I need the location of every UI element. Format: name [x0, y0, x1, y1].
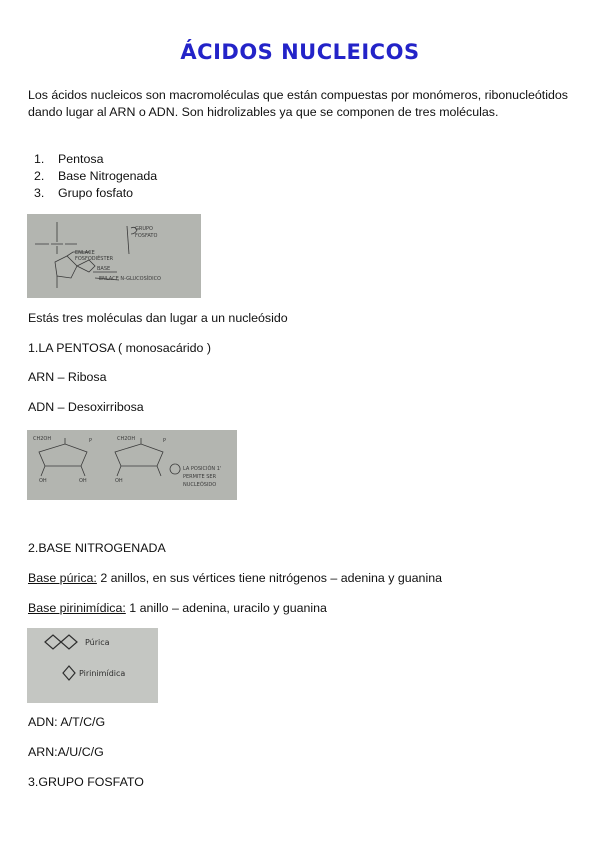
- pentose-sketch-drawing: [27, 430, 237, 500]
- svg-text:CH2OH: CH2OH: [117, 436, 136, 442]
- page-title: ÁCIDOS NUCLEICOS: [180, 40, 420, 64]
- purica-text: 2 anillos, en sus vértices tiene nitrógenos – adenina y guanina: [96, 571, 442, 585]
- list-item: [28, 185, 157, 202]
- svg-text:LA POSICIÓN 1': LA POSICIÓN 1': [183, 466, 222, 472]
- svg-text:P: P: [89, 438, 93, 444]
- components-list: [28, 151, 157, 202]
- section1-heading: 1.LA PENTOSA ( monosacárido ): [28, 341, 211, 355]
- nucleotide-sketch-drawing: [27, 214, 201, 298]
- bases-sketch-photo: [27, 628, 158, 703]
- purica-term: Base púrica:: [28, 571, 97, 585]
- bases-sketch-drawing: [27, 628, 158, 703]
- list-item: [28, 168, 157, 185]
- pirimidica-line: [28, 600, 327, 616]
- nucleoside-line: Estás tres moléculas dan lugar a un nucleósido: [28, 311, 288, 325]
- list-number: 3.: [34, 186, 45, 200]
- svg-text:BASE: BASE: [97, 266, 111, 272]
- svg-text:PERMITE SER: PERMITE SER: [183, 474, 217, 480]
- svg-text:Pirinimídica: Pirinimídica: [79, 669, 126, 678]
- svg-text:ENLACE: ENLACE: [75, 250, 95, 256]
- list-number: 2.: [34, 169, 45, 183]
- list-label: Pentosa: [58, 152, 104, 166]
- arn-sugar-line: ARN – Ribosa: [28, 370, 107, 384]
- list-number: 1.: [34, 152, 45, 166]
- pirimidica-term: Base pirinimídica:: [28, 601, 126, 615]
- svg-text:OH: OH: [115, 478, 123, 484]
- list-label: Grupo fosfato: [58, 186, 134, 200]
- svg-text:NUCLEÓSIDO: NUCLEÓSIDO: [183, 482, 217, 488]
- svg-text:P: P: [163, 438, 167, 444]
- purica-line: [28, 570, 442, 586]
- intro-paragraph: Los ácidos nucleicos son macromoléculas que están compuestas por monómeros, ribonucleótidos dando lugar al ARN o ADN. Son hidrolizables ya que se componen de tres moléculas.: [28, 88, 568, 119]
- adn-bases-line: ADN: A/T/C/G: [28, 715, 106, 729]
- list-item: [28, 151, 157, 168]
- adn-sugar-line: ADN – Desoxirribosa: [28, 400, 144, 414]
- section2-heading: 2.BASE NITROGENADA: [28, 541, 166, 555]
- svg-text:FOSFATO: FOSFATO: [135, 233, 158, 239]
- pentose-sketch-photo: [27, 430, 237, 500]
- svg-text:OH: OH: [79, 478, 87, 484]
- pirimidica-text: 1 anillo – adenina, uracilo y guanina: [125, 601, 327, 615]
- svg-text:FOSFODIÉSTER: FOSFODIÉSTER: [75, 256, 114, 262]
- list-label: Base Nitrogenada: [58, 169, 158, 183]
- svg-text:GRUPO: GRUPO: [135, 226, 153, 232]
- svg-text:ENLACE N-GLUCOSÍDICO: ENLACE N-GLUCOSÍDICO: [99, 276, 161, 282]
- nucleotide-sketch-photo: [27, 214, 201, 298]
- svg-text:OH: OH: [39, 478, 47, 484]
- section3-heading: 3.GRUPO FOSFATO: [28, 775, 144, 789]
- svg-text:CH2OH: CH2OH: [33, 436, 52, 442]
- svg-text:Púrica: Púrica: [85, 638, 110, 647]
- arn-bases-line: ARN:A/U/C/G: [28, 745, 104, 759]
